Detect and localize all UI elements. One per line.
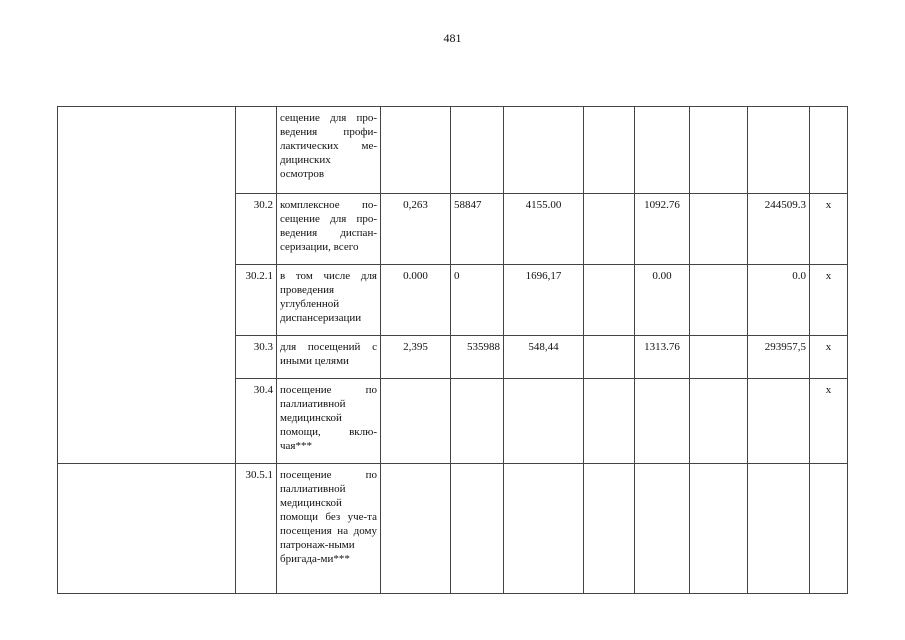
- x-mark: [810, 107, 848, 194]
- volume-value: 0: [451, 265, 504, 336]
- total-value: 0.0: [748, 265, 810, 336]
- x-mark: x: [810, 379, 848, 464]
- per-capita-value: 1313.76: [635, 336, 690, 379]
- norm-value: 2,395: [381, 336, 451, 379]
- row-number: [236, 107, 277, 194]
- cost-value: 4155.00: [504, 194, 584, 265]
- page-number: 481: [443, 31, 462, 45]
- group-cell: [58, 464, 236, 594]
- value-col-5: [584, 265, 635, 336]
- per-capita-value: 1092.76: [635, 194, 690, 265]
- volume-value: [451, 379, 504, 464]
- total-value: [748, 107, 810, 194]
- row-number: 30.4: [236, 379, 277, 464]
- x-mark: x: [810, 265, 848, 336]
- row-number: 30.2.1: [236, 265, 277, 336]
- x-mark: x: [810, 194, 848, 265]
- cost-value: [504, 107, 584, 194]
- value-col-7: [690, 265, 748, 336]
- row-description: посещение по паллиативной медицинской помощи, вклю-чая***: [277, 379, 381, 464]
- total-value: [748, 464, 810, 594]
- value-col-7: [690, 379, 748, 464]
- per-capita-value: [635, 464, 690, 594]
- volume-value: 58847: [451, 194, 504, 265]
- volume-value: [451, 107, 504, 194]
- volume-value: [451, 464, 504, 594]
- value-col-7: [690, 107, 748, 194]
- row-description: посещение по паллиативной медицинской помощи без уче-та посещения на дому патронаж-ными бригада-ми***: [277, 464, 381, 594]
- norm-value: [381, 464, 451, 594]
- cost-value: 548,44: [504, 336, 584, 379]
- x-mark: [810, 464, 848, 594]
- value-col-5: [584, 194, 635, 265]
- row-description: сещение для про-ведения профи-лактических ме-дицинских осмотров: [277, 107, 381, 194]
- row-number: 30.5.1: [236, 464, 277, 594]
- norm-value: [381, 107, 451, 194]
- x-mark: x: [810, 336, 848, 379]
- value-col-7: [690, 336, 748, 379]
- per-capita-value: [635, 379, 690, 464]
- value-col-7: [690, 464, 748, 594]
- norm-value: 0.000: [381, 265, 451, 336]
- per-capita-value: 0.00: [635, 265, 690, 336]
- group-cell: [58, 107, 236, 464]
- row-description: комплексное по-сещение для про-ведения диспан-серизации, всего: [277, 194, 381, 265]
- row-number: 30.3: [236, 336, 277, 379]
- per-capita-value: [635, 107, 690, 194]
- table-row: [58, 107, 848, 194]
- value-col-5: [584, 379, 635, 464]
- total-value: [748, 379, 810, 464]
- row-description: для посещений с иными целями: [277, 336, 381, 379]
- value-col-7: [690, 194, 748, 265]
- norm-value: 0,263: [381, 194, 451, 265]
- total-value: 293957,5: [748, 336, 810, 379]
- value-col-5: [584, 336, 635, 379]
- total-value: 244509.3: [748, 194, 810, 265]
- table-row: [58, 464, 848, 594]
- data-table: [57, 106, 848, 594]
- cost-value: [504, 464, 584, 594]
- row-number: 30.2: [236, 194, 277, 265]
- cost-value: 1696,17: [504, 265, 584, 336]
- value-col-5: [584, 107, 635, 194]
- row-description: в том числе для проведения углубленной диспансеризации: [277, 265, 381, 336]
- value-col-5: [584, 464, 635, 594]
- cost-value: [504, 379, 584, 464]
- norm-value: [381, 379, 451, 464]
- volume-value: 535988: [451, 336, 504, 379]
